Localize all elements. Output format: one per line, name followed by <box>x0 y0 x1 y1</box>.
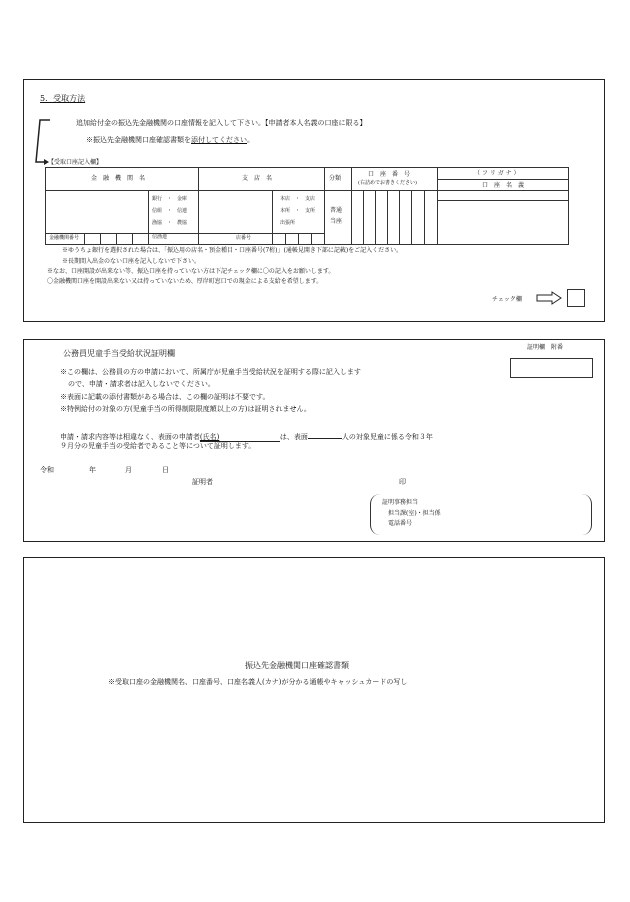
branch-number-label: 店番号 <box>236 235 252 241</box>
branch-type-options-2: 本所 ・ 支所 <box>280 208 316 214</box>
note-cash-option: 〇金融機関口座を開設出来ない又は持っていないため、厚岸町窓口での現金による支給を希望します。 <box>47 278 323 285</box>
certificate-note-3: ※特例給付の対象の方(児童手当の所得制限限度額以上の方)は証明されません。 <box>60 405 311 413</box>
branch-type-options-1: 本店 ・ 支店 <box>280 196 316 202</box>
attachment-title: 振込先金融機関口座確認書類 <box>245 661 349 670</box>
header-account-number-note: (右詰めでお書きください) <box>358 180 417 186</box>
header-furigana: （ フ リ ガ ナ ） <box>474 170 520 177</box>
certificate-number-label: 証明欄 附番 <box>527 344 564 351</box>
certificate-note-2: ※表面に記載の添付書類がある場合は、この欄の証明は不要です。 <box>60 393 270 401</box>
account-type-ordinary: 普通 <box>330 207 343 214</box>
account-table <box>45 167 569 245</box>
header-account-number: 口 座 番 号 <box>368 171 411 178</box>
note-no-account: ※なお、口座開設が出来ない等、振込口座を持っていない方は下記チェック欄に〇の記入をお願いします。 <box>47 268 335 275</box>
contact-department: 担当課(室)・担当係 <box>388 510 441 517</box>
statement-part-c: 人の対象児童に係る令和３年 <box>341 433 433 441</box>
date-day: 日 <box>162 466 169 474</box>
account-type-current: 当座 <box>330 218 343 225</box>
instruction-line-2-prefix: ※振込先金融機関口座確認書類を <box>86 136 191 144</box>
check-label: チェック欄 <box>492 296 522 303</box>
bank-type-options-4: 信漁連 <box>152 234 168 240</box>
applicant-name-field[interactable] <box>200 434 280 442</box>
date-era: 令和 <box>40 466 54 474</box>
certificate-note-1b: ので、申請・請求者は記入しないでください。 <box>68 380 215 388</box>
certificate-note-1a: ※この欄は、公務員の方の申請において、所属庁が児童手当受給状況を証明する際に記入します <box>60 368 361 376</box>
child-count-field[interactable] <box>308 431 342 439</box>
contact-phone: 電話番号 <box>388 520 413 527</box>
instruction-line-1: 追加給付金の振込先金融機関の口座情報を記入して下さい。【申請者本人名義の口座に限る】 <box>76 119 367 127</box>
seal-label: 印 <box>399 478 406 486</box>
branch-type-options-3: 出張所 <box>280 220 296 226</box>
certificate-statement-1 <box>60 431 433 442</box>
header-account-type: 分類 <box>329 175 342 182</box>
arrow-right-icon <box>536 291 562 305</box>
section-heading: 5．受取方法 <box>40 94 86 103</box>
certificate-number-box[interactable] <box>510 358 593 378</box>
note-dormant: ※長期間入出金のない口座を記入しないで下さい。 <box>62 258 201 265</box>
header-account-holder: 口 座 名 義 <box>482 182 525 189</box>
instruction-line-2-underlined: 添付してください <box>191 136 247 144</box>
note-yucho: ※ゆうちょ銀行を選択された場合は、「振込用の店名・預金種目・口座番号(7桁)」(通帳見開き下部に記載)をご記入ください。 <box>62 247 403 254</box>
statement-part-b: は、表面 <box>279 433 308 441</box>
check-box[interactable] <box>567 289 585 307</box>
instruction-line-2 <box>86 137 254 144</box>
attachment-subtitle: ※受取口座の金融機関名、口座番号、口座名義人(カナ)が分かる通帳やキャッシュカードの写し <box>108 678 408 686</box>
instruction-line-2-suffix: 。 <box>247 136 254 144</box>
name-label: (氏名) <box>199 433 220 441</box>
statement-part-a: 申請・請求内容等は相違なく、表面の申請者 <box>60 433 200 441</box>
bank-type-options-1: 銀行 ・ 金庫 <box>152 196 188 202</box>
date-year: 年 <box>89 466 96 474</box>
entry-label: 【受取口座記入欄】 <box>48 159 103 166</box>
header-bank-name: 金 融 機 関 名 <box>91 175 146 182</box>
date-month: 月 <box>125 466 132 474</box>
certifier-label: 証明者 <box>192 478 213 486</box>
bank-type-options-3: 漁協 ・ 農協 <box>152 220 188 226</box>
bank-document-attachment-area <box>23 557 605 823</box>
bank-number-label: 金融機関番号 <box>49 235 80 241</box>
certificate-statement-2: ９月分の児童手当の受給者であること等について証明します。 <box>60 442 256 450</box>
certificate-title: 公務員児童手当受給状況証明欄 <box>63 349 175 358</box>
header-branch-name: 支 店 名 <box>242 175 273 182</box>
contact-office: 証明事務担当 <box>382 499 419 506</box>
bank-type-options-2: 信組 ・ 信連 <box>152 208 188 214</box>
